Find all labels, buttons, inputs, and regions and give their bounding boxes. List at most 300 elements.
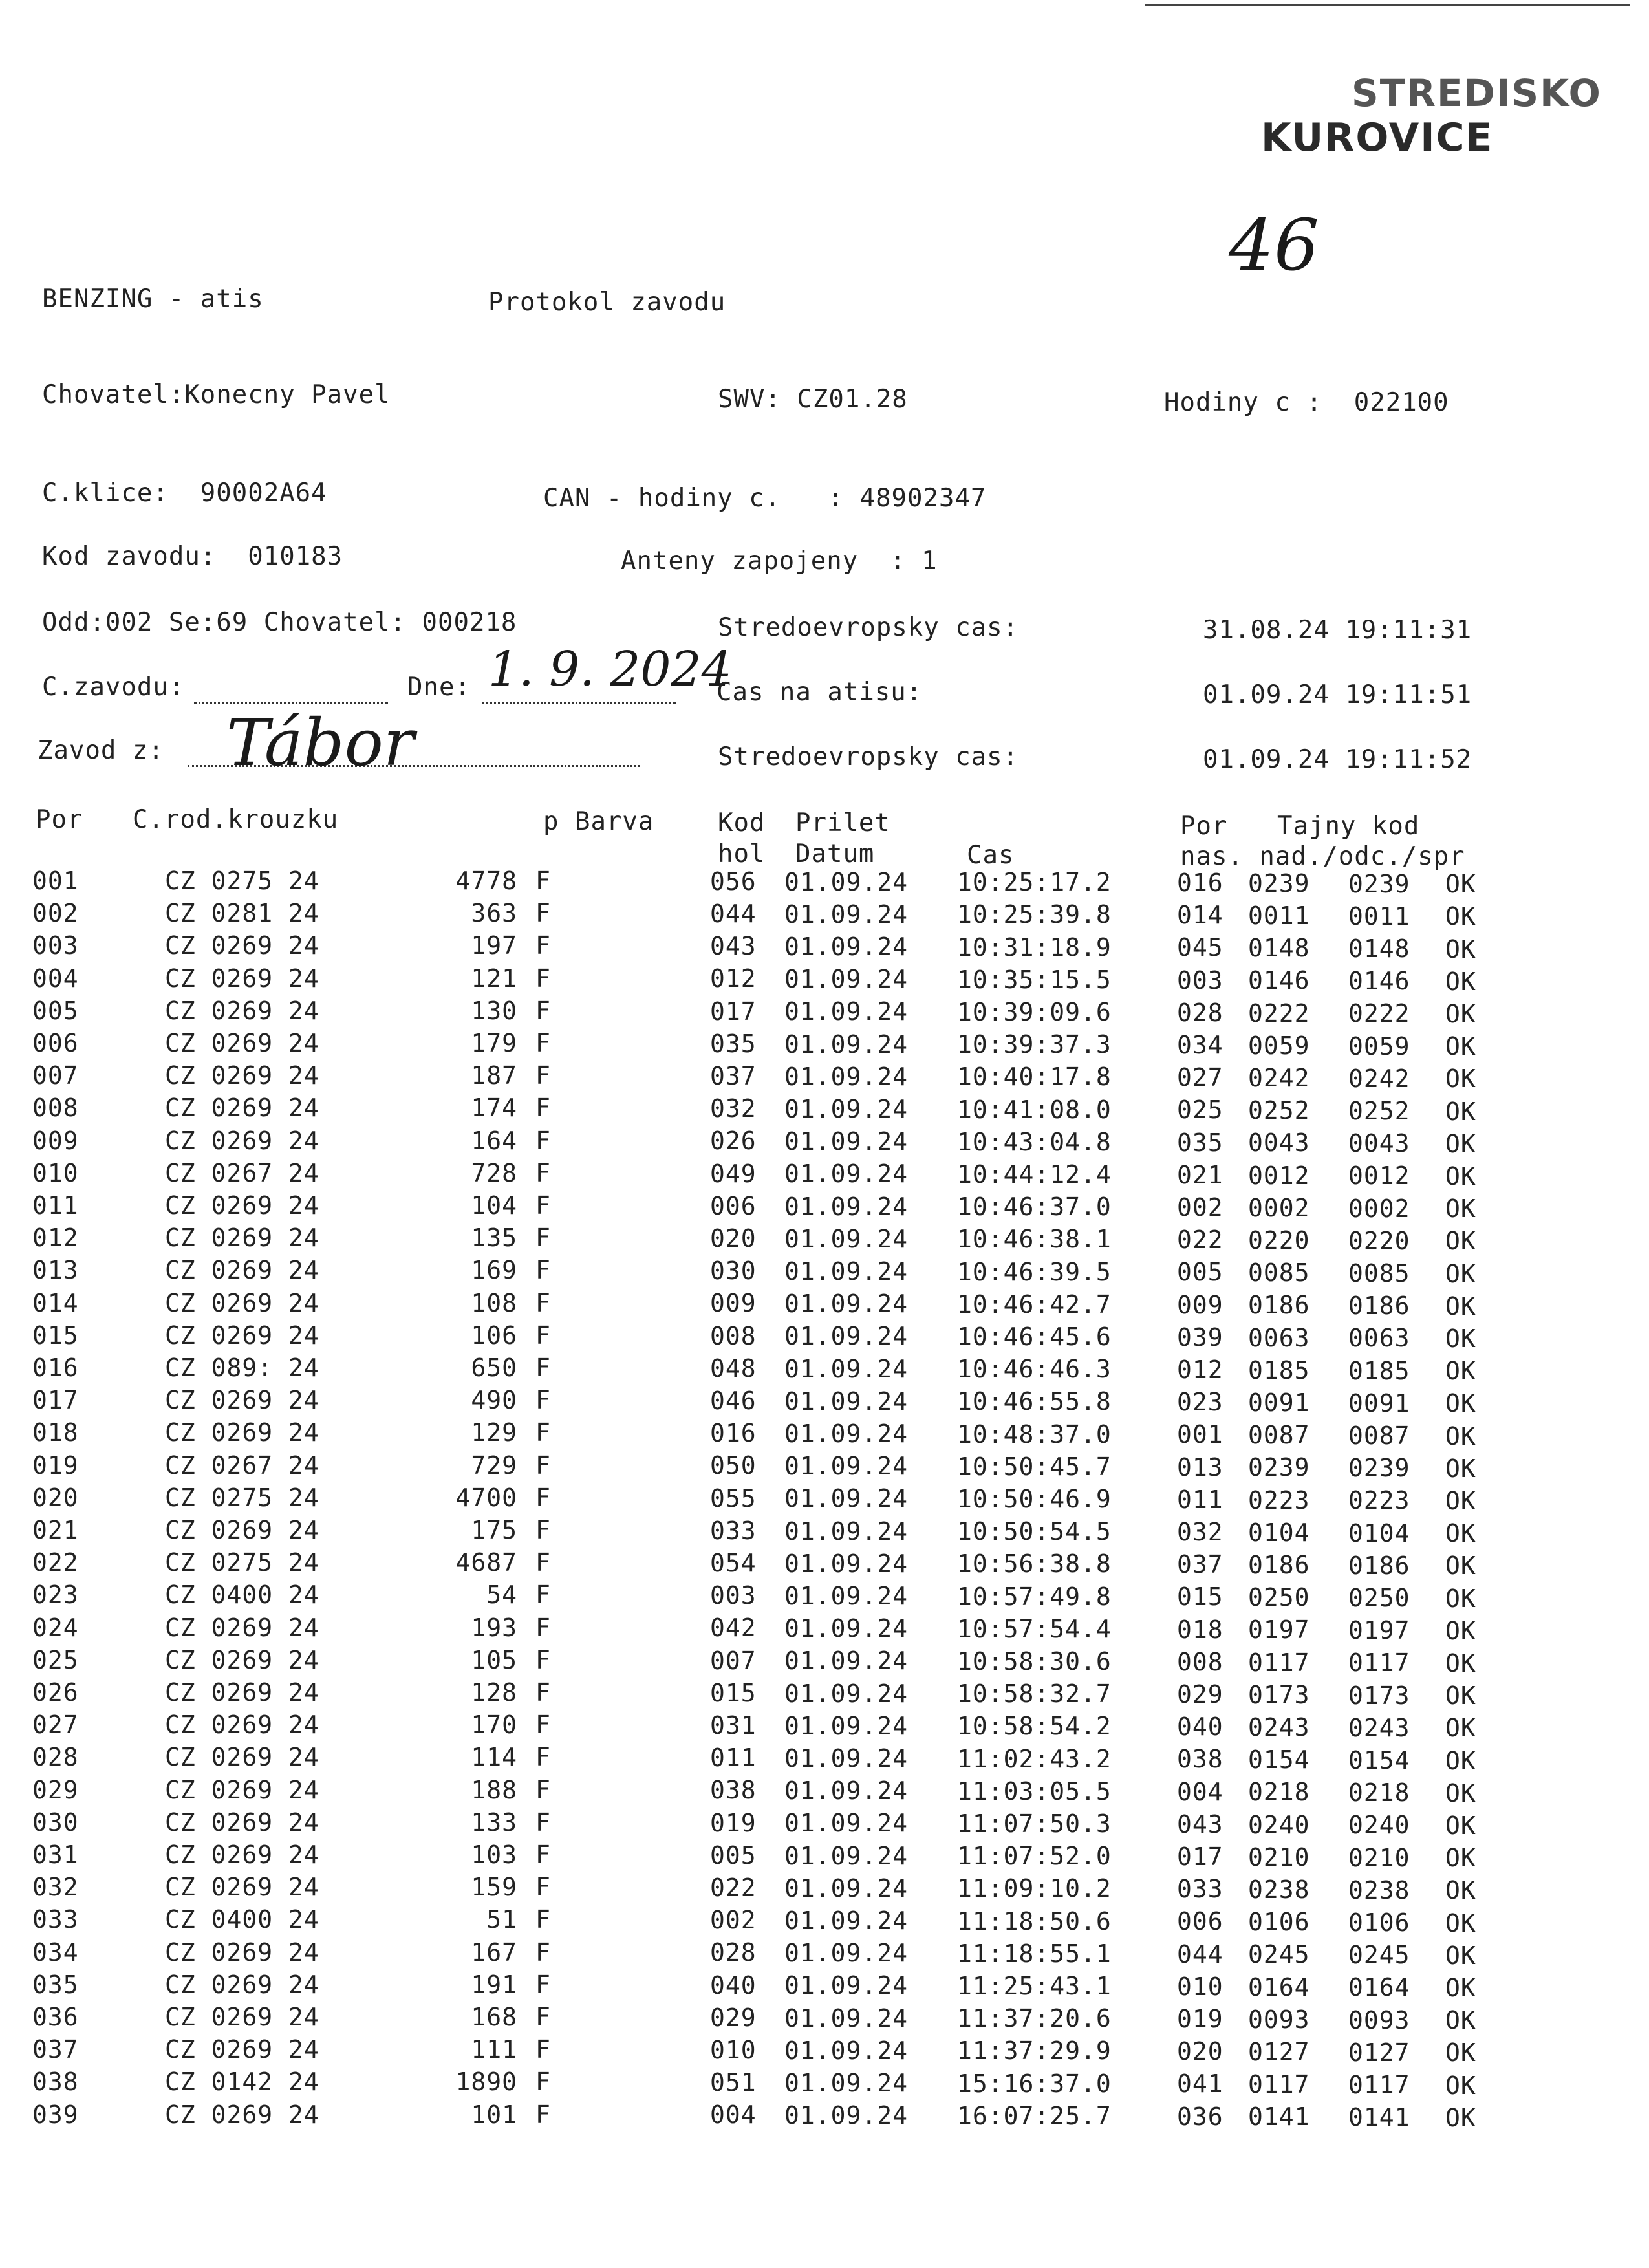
cell-por2: 016 [1177,869,1223,897]
cell-odc: 0127 [1348,2038,1410,2067]
cell-kod: 005 [710,1841,757,1870]
cell-odc: 0252 [1348,1096,1410,1125]
cell-por2: 014 [1177,901,1223,930]
cell-time: 11:37:29.9 [957,2036,1112,2066]
cell-kod: 012 [710,964,757,993]
cell-sex: F [535,1386,551,1415]
cell-odc: 0146 [1348,967,1410,996]
can-clock-number: CAN - hodiny c. : 48902347 [543,484,987,513]
cell-time: 11:09:10.2 [957,1874,1112,1903]
cell-time: 10:39:37.3 [957,1030,1112,1059]
cell-por: 018 [32,1418,79,1447]
cell-time: 10:46:39.5 [957,1257,1112,1286]
cell-nas: 0186 [1248,1550,1310,1579]
cell-por: 025 [32,1645,79,1674]
cell-por: 020 [32,1483,79,1512]
cell-por2: 040 [1177,1712,1223,1742]
cell-por: 036 [32,2003,79,2031]
cell-por2: 001 [1177,1420,1223,1449]
cell-time: 10:48:37.0 [957,1420,1112,1449]
cell-time: 11:25:43.1 [957,1972,1112,2001]
stamp-line-1: STREDISKO [1352,71,1602,115]
cell-por: 029 [32,1775,79,1804]
cell-date: 01.09.24 [784,1809,909,1838]
cell-nas: 0239 [1248,869,1310,898]
race-number-label: C.zavodu: [42,673,185,702]
cell-status: OK [1445,1129,1476,1158]
cell-ring: CZ 0269 24 [165,1094,319,1123]
cell-por: 034 [32,1938,79,1967]
cell-bird: 51 [486,1905,517,1934]
cell-bird: 4700 [455,1483,517,1512]
cell-ring: CZ 0267 24 [165,1451,319,1480]
cell-por: 011 [32,1191,79,1220]
cell-kod: 022 [710,1873,757,1902]
cell-sex: F [535,1029,551,1057]
cell-date: 01.09.24 [784,1452,909,1481]
cell-por2: 043 [1177,1809,1223,1839]
cell-por: 019 [32,1451,79,1480]
cell-kod: 051 [710,2068,757,2097]
cell-status: OK [1445,1519,1476,1548]
cell-time: 10:58:54.2 [957,1712,1112,1741]
cell-kod: 046 [710,1386,757,1415]
cell-kod: 020 [710,1224,757,1253]
cell-sex: F [535,2068,551,2097]
cell-kod: 003 [710,1581,757,1610]
antennas-connected: Anteny zapojeny : 1 [621,546,938,576]
cell-ring: CZ 0269 24 [165,996,319,1025]
cell-bird: 130 [471,996,517,1025]
cell-por2: 020 [1177,2037,1223,2066]
clock-number: Hodiny c : 022100 [1164,388,1449,417]
cell-nas: 0245 [1248,1940,1310,1969]
cell-ring: CZ 0269 24 [165,1743,319,1772]
cell-por: 009 [32,1126,79,1155]
cell-time: 10:35:15.5 [957,965,1112,994]
cell-kod: 044 [710,899,757,928]
cell-sex: F [535,1126,551,1155]
cell-date: 01.09.24 [784,2003,909,2033]
cell-date: 01.09.24 [784,1160,909,1189]
cell-bird: 164 [471,1126,517,1155]
cell-date: 01.09.24 [784,1939,909,1968]
cell-status: OK [1445,1778,1476,1808]
cell-ring: CZ 0269 24 [165,1970,319,1999]
col-header-tajny: Tajny kod [1277,812,1420,841]
cell-time: 10:25:17.2 [957,868,1112,897]
cell-date: 01.09.24 [784,2036,909,2065]
cell-kod: 038 [710,1776,757,1805]
cell-ring: CZ 0269 24 [165,2100,319,2129]
cell-sex: F [535,1873,551,1902]
cell-odc: 0093 [1348,2005,1410,2035]
cell-ring: CZ 0267 24 [165,1158,319,1187]
cell-bird: 135 [471,1224,517,1253]
cell-por: 027 [32,1711,79,1740]
col-header-nas: nas. nad./odc./spr [1180,842,1465,871]
cell-time: 11:07:50.3 [957,1809,1112,1839]
cell-ring: CZ 0269 24 [165,1645,319,1674]
cell-odc: 0220 [1348,1226,1410,1255]
cell-sex: F [535,1841,551,1869]
cell-bird: 4687 [455,1548,517,1577]
cell-status: OK [1445,1876,1476,1905]
cell-kod: 054 [710,1548,757,1577]
breeder-name: Chovatel:Konecny Pavel [42,380,391,409]
atis-time-label: Cas na atisu: [717,678,923,707]
cell-por2: 004 [1177,1777,1223,1806]
cell-nas: 0127 [1248,2037,1310,2066]
cell-date: 01.09.24 [784,1549,909,1578]
cell-date: 01.09.24 [784,1419,909,1448]
cell-por2: 008 [1177,1647,1223,1676]
cell-ring: CZ 0269 24 [165,1613,319,1642]
cell-date: 01.09.24 [784,1971,909,2000]
cell-status: OK [1445,1941,1476,1970]
cell-por2: 032 [1177,1518,1223,1546]
cell-kod: 040 [710,1971,757,2000]
cell-por2: 029 [1177,1680,1223,1709]
cell-status: OK [1445,2103,1476,2132]
cell-status: OK [1445,1000,1476,1029]
cell-time: 10:46:46.3 [957,1355,1112,1384]
cell-bird: 129 [471,1418,517,1447]
cell-por: 012 [32,1224,79,1253]
cell-status: OK [1445,1389,1476,1418]
cell-ring: CZ 0400 24 [165,1581,319,1610]
cell-ring: CZ 0269 24 [165,1288,319,1317]
cell-ring: CZ 0269 24 [165,1808,319,1837]
cell-sex: F [535,1418,551,1447]
cell-status: OK [1445,2038,1476,2068]
cell-kod: 030 [710,1257,757,1286]
cell-nas: 0210 [1248,1842,1310,1872]
col-header-prilet: Prilet [795,808,890,837]
cell-status: OK [1445,1259,1476,1288]
cell-date: 01.09.24 [784,965,909,994]
cell-odc: 0059 [1348,1031,1410,1061]
cell-status: OK [1445,1487,1476,1516]
cell-por2: 018 [1177,1615,1223,1644]
cell-por: 010 [32,1158,79,1187]
race-from-label: Zavod z: [38,736,164,765]
cell-ring: CZ 089: 24 [165,1354,319,1382]
cell-sex: F [535,1548,551,1577]
cell-kod: 006 [710,1191,757,1220]
cell-time: 10:46:42.7 [957,1290,1112,1319]
cell-odc: 0218 [1348,1778,1410,1808]
cell-odc: 0240 [1348,1811,1410,1840]
cell-status: OK [1445,1097,1476,1126]
cell-por2: 028 [1177,998,1223,1027]
cell-date: 01.09.24 [784,1257,909,1286]
cell-time: 16:07:25.7 [957,2101,1112,2130]
cell-nas: 0012 [1248,1161,1310,1190]
cell-kod: 015 [710,1678,757,1707]
cell-bird: 191 [471,1970,517,1999]
cell-sex: F [535,1451,551,1480]
cell-date: 01.09.24 [784,1614,909,1643]
cell-odc: 0087 [1348,1421,1410,1450]
cell-nas: 0154 [1248,1745,1310,1775]
race-day-handwritten: 1. 9. 2024 [488,642,732,697]
cell-por2: 019 [1177,2005,1223,2033]
cell-odc: 0239 [1348,1454,1410,1483]
cell-status: OK [1445,1616,1476,1645]
col-header-kod: Kod [718,808,766,837]
cell-status: OK [1445,1064,1476,1094]
cell-sex: F [535,996,551,1025]
cell-date: 01.09.24 [784,1387,909,1416]
cell-por2: 002 [1177,1193,1223,1222]
cell-date: 01.09.24 [784,1874,909,1903]
col-header-hol: hol [718,839,766,869]
cell-time: 10:50:54.5 [957,1517,1112,1546]
cell-nas: 0239 [1248,1453,1310,1482]
cell-sex: F [535,1613,551,1642]
cell-date: 01.09.24 [784,1322,909,1351]
cell-date: 01.09.24 [784,1030,909,1059]
cell-odc: 0012 [1348,1161,1410,1191]
cell-time: 10:41:08.0 [957,1095,1112,1124]
cell-nas: 0148 [1248,934,1310,963]
cell-status: OK [1445,1357,1476,1386]
col-header-por: Por [36,805,83,834]
cell-bird: 128 [471,1678,517,1707]
cell-odc: 0222 [1348,999,1410,1028]
cell-por2: 044 [1177,1939,1223,1969]
cell-odc: 0186 [1348,1551,1410,1580]
cell-time: 10:57:54.4 [957,1614,1112,1643]
cet-value-2: 01.09.24 19:11:52 [1203,745,1472,774]
cell-bird: 175 [471,1516,517,1544]
cell-kod: 007 [710,1646,757,1675]
cell-ring: CZ 0269 24 [165,1256,319,1285]
cell-sex: F [535,1224,551,1253]
cell-por2: 041 [1177,2069,1223,2099]
cell-nas: 0104 [1248,1518,1310,1547]
cell-odc: 0085 [1348,1258,1410,1288]
cell-kod: 026 [710,1127,757,1156]
cell-odc: 0210 [1348,1843,1410,1872]
cell-time: 10:40:17.8 [957,1063,1112,1092]
cell-por2: 015 [1177,1582,1223,1612]
cell-time: 10:58:32.7 [957,1679,1112,1709]
cell-ring: CZ 0275 24 [165,1483,319,1512]
cell-status: OK [1445,1291,1476,1321]
cell-odc: 0164 [1348,1973,1410,2002]
cell-sex: F [535,1711,551,1740]
cell-date: 01.09.24 [784,1517,909,1546]
day-line [482,702,676,704]
race-from-handwritten: Tábor [226,705,415,781]
cell-kod: 048 [710,1354,757,1383]
race-number-line [194,702,388,704]
cell-status: OK [1445,1746,1476,1775]
cell-por: 038 [32,2068,79,2097]
page-number: 46 [1229,204,1319,286]
cell-status: OK [1445,1681,1476,1711]
cell-por2: 011 [1177,1485,1223,1514]
cell-nas: 0164 [1248,1972,1310,2002]
cell-status: OK [1445,2006,1476,2035]
cell-por: 006 [32,1029,79,1057]
stamp-line-2: KUROVICE [1261,115,1494,160]
cell-bird: 106 [471,1321,517,1350]
cell-nas: 0186 [1248,1291,1310,1320]
cell-bird: 174 [471,1094,517,1123]
cell-por: 032 [32,1873,79,1902]
cell-time: 10:46:38.1 [957,1225,1112,1254]
cell-por: 002 [32,899,79,928]
cell-date: 01.09.24 [784,932,909,961]
cell-date: 01.09.24 [784,1127,909,1156]
cell-sex: F [535,1581,551,1610]
cell-ring: CZ 0269 24 [165,1061,319,1090]
cell-time: 11:02:43.2 [957,1744,1112,1773]
cell-kod: 016 [710,1419,757,1448]
cell-por2: 035 [1177,1128,1223,1157]
cell-kod: 011 [710,1744,757,1773]
cell-nas: 0059 [1248,1031,1310,1060]
cell-sex: F [535,2100,551,2129]
cell-time: 10:25:39.8 [957,900,1112,929]
cell-date: 01.09.24 [784,1581,909,1610]
cell-time: 10:50:46.9 [957,1485,1112,1514]
cell-por: 028 [32,1743,79,1772]
cell-por2: 022 [1177,1226,1223,1255]
cell-bird: 188 [471,1775,517,1804]
cell-bird: 4778 [455,867,517,895]
cell-ring: CZ 0269 24 [165,931,319,960]
cell-por2: 039 [1177,1323,1223,1352]
cet-label-2: Stredoevropsky cas: [718,742,1019,772]
cell-ring: CZ 0269 24 [165,964,319,993]
cell-kod: 019 [710,1808,757,1837]
cell-kod: 028 [710,1938,757,1967]
cell-ring: CZ 0275 24 [165,867,319,895]
cell-odc: 0185 [1348,1356,1410,1385]
cell-nas: 0011 [1248,901,1310,930]
cell-por: 031 [32,1841,79,1869]
cell-time: 11:07:52.0 [957,1842,1112,1871]
cell-kod: 029 [710,2003,757,2032]
cell-por2: 023 [1177,1388,1223,1417]
cell-odc: 0245 [1348,1941,1410,1970]
cell-odc: 0186 [1348,1291,1410,1321]
cell-nas: 0117 [1248,2070,1310,2099]
col-header-sex-color: p Barva [543,807,654,836]
cell-kod: 043 [710,932,757,961]
cell-nas: 0087 [1248,1421,1310,1450]
cell-status: OK [1445,870,1476,899]
cell-date: 01.09.24 [784,2068,909,2097]
cell-bird: 101 [471,2100,517,2129]
cell-bird: 179 [471,1029,517,1057]
cell-nas: 0240 [1248,1810,1310,1839]
cell-por: 001 [32,867,79,895]
cell-ring: CZ 0142 24 [165,2068,319,2097]
cell-time: 10:58:30.6 [957,1647,1112,1676]
cell-ring: CZ 0269 24 [165,1029,319,1057]
cell-odc: 0141 [1348,2103,1410,2132]
cell-sex: F [535,1354,551,1382]
cell-nas: 0238 [1248,1875,1310,1904]
cell-odc: 0154 [1348,1745,1410,1775]
cell-date: 01.09.24 [784,1711,909,1740]
cell-status: OK [1445,1908,1476,1938]
cell-sex: F [535,899,551,928]
cell-sex: F [535,1938,551,1967]
cell-odc: 0223 [1348,1486,1410,1515]
cell-date: 01.09.24 [784,1094,909,1123]
cell-por: 013 [32,1256,79,1285]
cell-bird: 193 [471,1613,517,1642]
cell-odc: 0117 [1348,2070,1410,2099]
cell-status: OK [1445,1844,1476,1873]
cell-por: 016 [32,1354,79,1382]
cell-date: 01.09.24 [784,1224,909,1253]
cell-kod: 004 [710,2101,757,2130]
cell-bird: 121 [471,964,517,993]
cell-sex: F [535,1061,551,1090]
cell-por: 005 [32,996,79,1025]
cell-sex: F [535,1288,551,1317]
cell-sex: F [535,1094,551,1123]
cell-por2: 005 [1177,1258,1223,1287]
cell-ring: CZ 0269 24 [165,1224,319,1253]
cell-kod: 037 [710,1061,757,1090]
cell-date: 01.09.24 [784,1744,909,1773]
cell-sex: F [535,1321,551,1350]
cell-time: 11:18:50.6 [957,1906,1112,1936]
cell-sex: F [535,964,551,993]
cell-por: 008 [32,1094,79,1123]
cell-nas: 0220 [1248,1226,1310,1255]
cell-date: 01.09.24 [784,1192,909,1221]
cell-sex: F [535,1970,551,1999]
cell-ring: CZ 0269 24 [165,1775,319,1804]
cell-bird: 170 [471,1711,517,1740]
cell-time: 10:46:37.0 [957,1193,1112,1222]
col-header-ring: C.rod.krouzku [133,805,339,834]
swv-version: SWV: CZ01.28 [718,385,908,414]
cell-kod: 050 [710,1451,757,1480]
col-header-datum: Datum [795,839,875,869]
cell-ring: CZ 0269 24 [165,1841,319,1869]
cell-sex: F [535,1678,551,1707]
cell-sex: F [535,2035,551,2064]
cell-por2: 038 [1177,1745,1223,1774]
cell-date: 01.09.24 [784,1647,909,1676]
cell-kod: 002 [710,1906,757,1935]
cell-nas: 0043 [1248,1129,1310,1158]
cell-kod: 017 [710,997,757,1026]
cell-status: OK [1445,1194,1476,1224]
cell-ring: CZ 0269 24 [165,1321,319,1350]
cell-nas: 0106 [1248,1908,1310,1937]
cell-time: 10:50:45.7 [957,1452,1112,1481]
cell-nas: 0085 [1248,1258,1310,1288]
cell-por: 037 [32,2035,79,2064]
cell-kod: 008 [710,1321,757,1350]
cell-sex: F [535,1905,551,1934]
cell-kod: 009 [710,1289,757,1318]
cell-time: 15:16:37.0 [957,2069,1112,2098]
cell-por: 022 [32,1548,79,1577]
cell-por2: 027 [1177,1063,1223,1092]
